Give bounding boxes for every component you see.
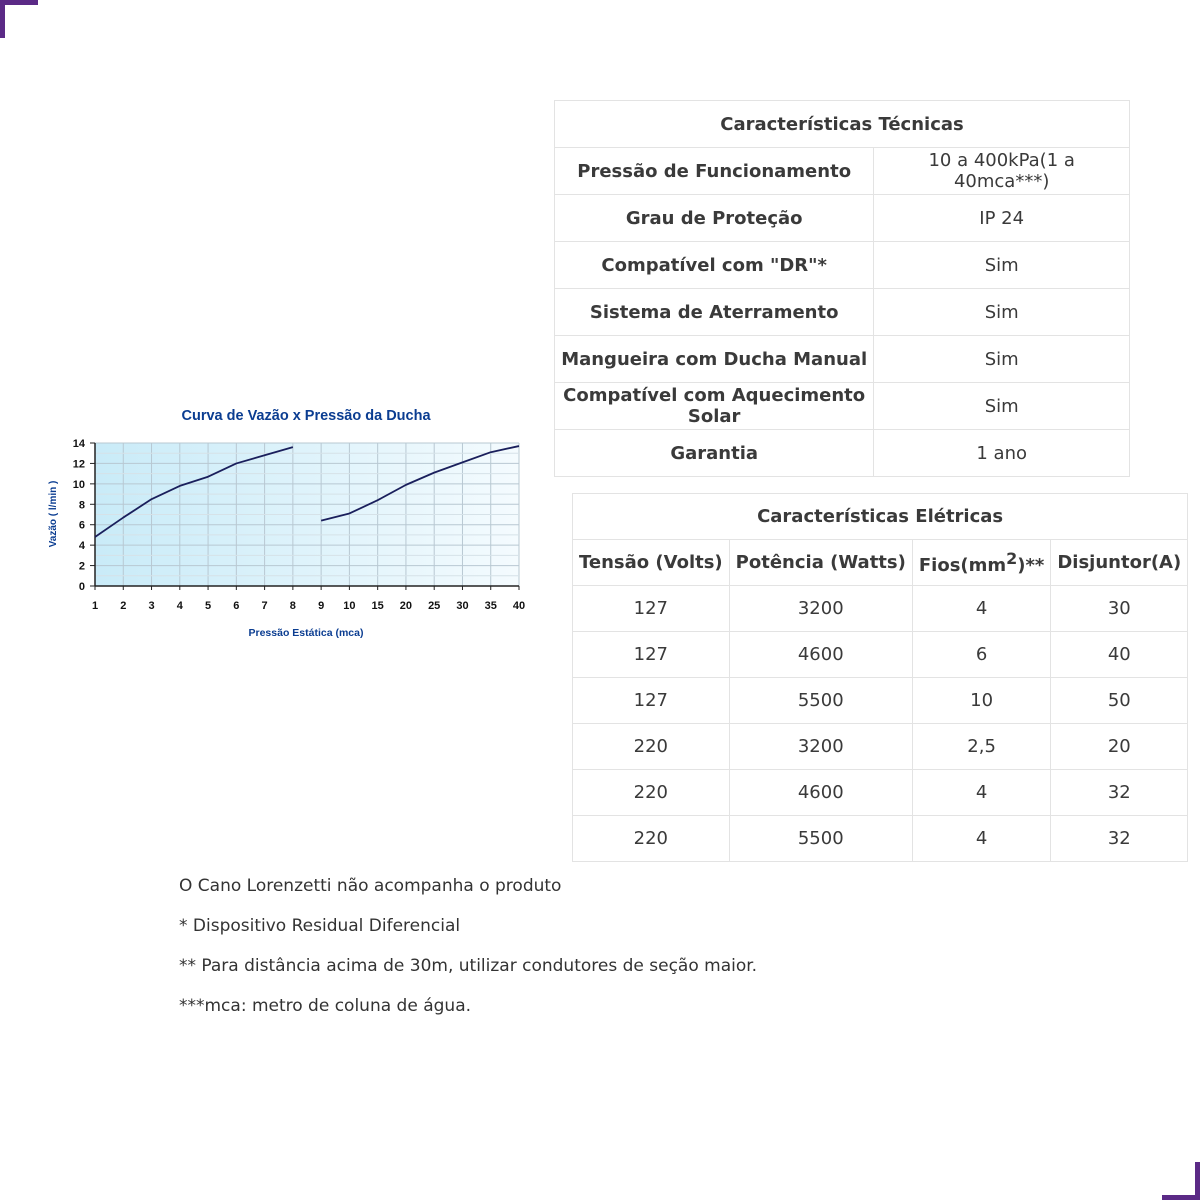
- tech-row-label: Compatível com Aquecimento Solar: [555, 383, 874, 430]
- tech-table-title-row: [555, 101, 1130, 148]
- cell-fios: 4: [912, 770, 1051, 816]
- elec-row: [573, 678, 1188, 724]
- x-tick-label: 7: [261, 600, 268, 612]
- tech-row: [555, 336, 1130, 383]
- cell-tensao: 127: [573, 678, 730, 724]
- cell-disjuntor: 32: [1051, 770, 1188, 816]
- x-tick-labels: [92, 600, 525, 612]
- tech-row: [555, 383, 1130, 430]
- cell-potencia: 5500: [729, 678, 912, 724]
- cell-potencia: 4600: [729, 770, 912, 816]
- tech-row-label: Mangueira com Ducha Manual: [555, 336, 874, 383]
- y-tick-label: 14: [72, 438, 85, 450]
- y-tick-labels: [73, 438, 86, 593]
- x-tick-label: 3: [148, 600, 155, 612]
- x-tick-label: 8: [289, 600, 296, 612]
- tech-row-label: Garantia: [555, 430, 874, 477]
- chart-title: Curva de Vazão x Pressão da Ducha: [181, 408, 431, 424]
- cell-potencia: 4600: [729, 632, 912, 678]
- x-tick-label: 25: [428, 600, 441, 612]
- cell-tensao: 220: [573, 770, 730, 816]
- tech-row-value: 1 ano: [874, 430, 1130, 477]
- elec-row: [573, 724, 1188, 770]
- x-tick-label: 40: [512, 600, 526, 612]
- elec-row: [573, 586, 1188, 632]
- elec-header-row: [573, 540, 1188, 586]
- technical-characteristics-table: [554, 100, 1130, 477]
- cell-fios: 4: [912, 816, 1051, 862]
- cell-fios: 10: [912, 678, 1051, 724]
- cell-tensao: 220: [573, 816, 730, 862]
- note-cano: O Cano Lorenzetti não acompanha o produto: [179, 876, 562, 896]
- tech-row: [555, 289, 1130, 336]
- cell-disjuntor: 50: [1051, 678, 1188, 724]
- y-tick-label: 8: [78, 499, 85, 512]
- note-dr: * Dispositivo Residual Diferencial: [179, 916, 461, 936]
- y-tick-label: 12: [72, 458, 85, 471]
- tech-row-label: Pressão de Funcionamento: [555, 148, 874, 195]
- x-tick-label: 35: [484, 600, 497, 612]
- note-mca: ***mca: metro de coluna de água.: [179, 996, 472, 1016]
- tech-row: [555, 242, 1130, 289]
- x-tick-label: 10: [343, 600, 356, 612]
- y-tick-label: 0: [78, 581, 85, 593]
- cell-disjuntor: 20: [1051, 724, 1188, 770]
- x-tick-label: 2: [120, 600, 127, 612]
- tech-row-value: Sim: [874, 383, 1130, 430]
- y-tick-label: 4: [78, 540, 85, 553]
- tech-row-label: Compatível com "DR"*: [555, 242, 874, 289]
- header-potencia: Potência (Watts): [729, 540, 912, 586]
- tech-row: [555, 430, 1130, 477]
- tech-row-value: 10 a 400kPa(1 a 40mca***): [874, 148, 1130, 195]
- elec-table-title-row: [573, 494, 1188, 540]
- elec-table-title: Características Elétricas: [573, 494, 1188, 540]
- x-tick-label: 6: [233, 600, 240, 612]
- cell-fios: 6: [912, 632, 1051, 678]
- y-axis-label: Vazão ( l/min ): [48, 480, 59, 548]
- tech-row: [555, 148, 1130, 195]
- tech-row: [555, 195, 1130, 242]
- header-fios: [912, 540, 1051, 586]
- cell-potencia: 3200: [729, 724, 912, 770]
- cell-disjuntor: 40: [1051, 632, 1188, 678]
- header-fios-end: )**: [1017, 555, 1045, 576]
- note-condutores: ** Para distância acima de 30m, utilizar condutores de seção maior.: [179, 956, 758, 976]
- x-axis-label: Pressão Estática (mca): [248, 627, 364, 639]
- cell-potencia: 3200: [729, 586, 912, 632]
- header-disjuntor: Disjuntor(A): [1051, 540, 1188, 586]
- cell-tensao: 220: [573, 724, 730, 770]
- cell-disjuntor: 30: [1051, 586, 1188, 632]
- x-tick-label: 20: [399, 600, 413, 612]
- x-tick-label: 4: [176, 600, 183, 612]
- elec-row: [573, 632, 1188, 678]
- header-tensao: Tensão (Volts): [573, 540, 730, 586]
- tech-row-value: IP 24: [874, 195, 1130, 242]
- x-tick-label: 15: [371, 600, 384, 612]
- y-tick-label: 2: [78, 560, 85, 573]
- tech-row-label: Grau de Proteção: [555, 195, 874, 242]
- tech-row-value: Sim: [874, 336, 1130, 383]
- y-tick-label: 6: [78, 519, 85, 532]
- cell-potencia: 5500: [729, 816, 912, 862]
- header-fios-base: Fios(mm: [918, 555, 1007, 576]
- tech-row-value: Sim: [874, 242, 1130, 289]
- corner-bracket-bottom-right: [1162, 1162, 1200, 1200]
- cell-tensao: 127: [573, 632, 730, 678]
- x-tick-label: 1: [91, 600, 99, 612]
- x-tick-label: 9: [318, 600, 325, 612]
- elec-row: [573, 816, 1188, 862]
- cell-tensao: 127: [573, 586, 730, 632]
- cell-fios: 2,5: [912, 724, 1051, 770]
- tech-table-title: Características Técnicas: [555, 101, 1130, 148]
- cell-disjuntor: 32: [1051, 816, 1188, 862]
- flow-pressure-chart: [40, 400, 540, 650]
- x-tick-label: 30: [456, 600, 469, 612]
- footnotes: [179, 877, 757, 1037]
- cell-fios: 4: [912, 586, 1051, 632]
- elec-row: [573, 770, 1188, 816]
- tech-row-label: Sistema de Aterramento: [555, 289, 874, 336]
- electrical-characteristics-table: [572, 493, 1188, 862]
- corner-bracket-top-left: [0, 0, 38, 38]
- x-tick-label: 5: [205, 600, 212, 612]
- tech-row-value: Sim: [874, 289, 1130, 336]
- y-tick-label: 10: [72, 478, 85, 491]
- header-fios-superscript: 2: [1006, 549, 1018, 568]
